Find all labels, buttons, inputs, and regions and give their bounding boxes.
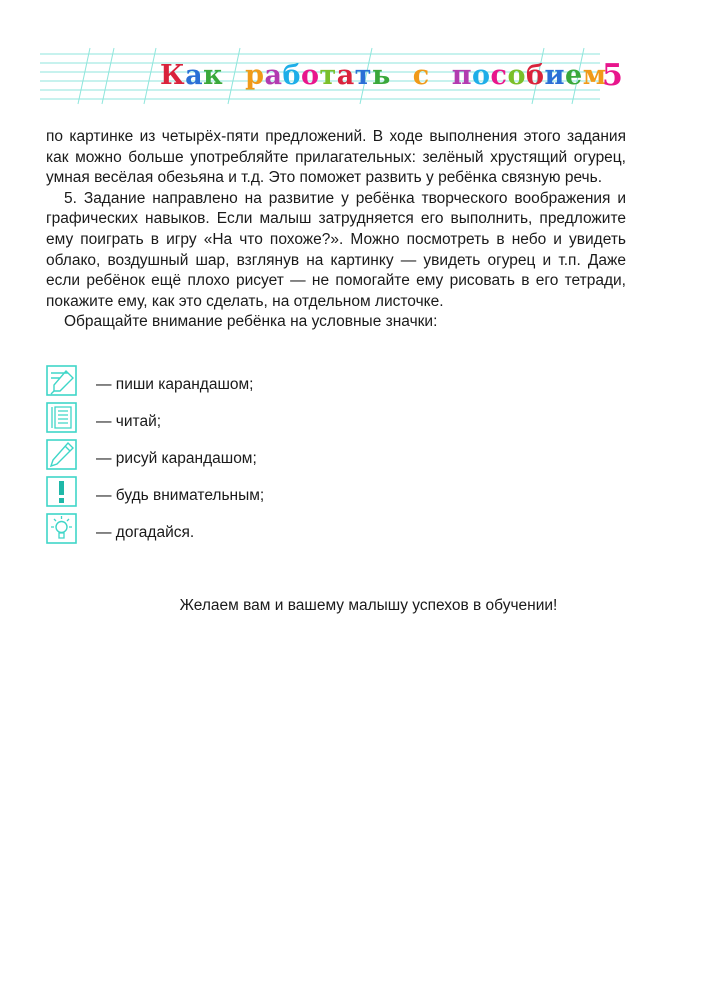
exclamation-icon	[46, 476, 77, 507]
page-number: 5	[602, 58, 623, 93]
paragraph-3: Обращайте внимание ребёнка на условные значки:	[64, 313, 438, 331]
page-header	[0, 44, 717, 110]
paragraph-2: 5. Задание направлено на развитие у ребёнка творческого воображения и графических навыков. Если малыш затрудняется его выполнить, предложите ему поиграть в игру «На что похоже?». Можно посмотреть в небо и увидеть облако, воздушный шар, взглянув на картинку — увидеть огурец и т.п. Даже если ребёнок ещё плохо рисует — не помогайте ему рисовать в его тетради, покажите ему, как это сделать, на отдельном листочке.	[46, 189, 626, 310]
legend-label: — читай;	[96, 413, 162, 430]
paragraph-1: по картинке из четырёх-пяти предложений. В ходе выполнения этого задания как можно больше употребляйте прилагательных: зелёный хрустящий огурец, умная весёлая обезьяна и т.д. Это поможет развить у ребёнка связную речь.	[46, 128, 626, 187]
lightbulb-icon	[46, 513, 77, 544]
title-word: Как	[160, 60, 224, 91]
title-word: пособием	[451, 60, 607, 91]
book-read-icon	[46, 402, 77, 433]
title-word: с	[412, 60, 430, 91]
pencil-draw-icon	[46, 439, 77, 470]
legend-label: — догадайся.	[96, 524, 195, 541]
legend-label: — будь внимательным;	[96, 487, 265, 504]
body-text	[46, 127, 626, 333]
title-word: работать	[245, 60, 391, 91]
legend-label: — рисуй карандашом;	[96, 450, 257, 467]
legend-label: — пиши карандашом;	[96, 376, 254, 393]
pencil-write-icon	[46, 365, 77, 396]
page-title	[160, 60, 607, 91]
closing-message: Желаем вам и вашему малышу успехов в обучении!	[179, 597, 558, 614]
